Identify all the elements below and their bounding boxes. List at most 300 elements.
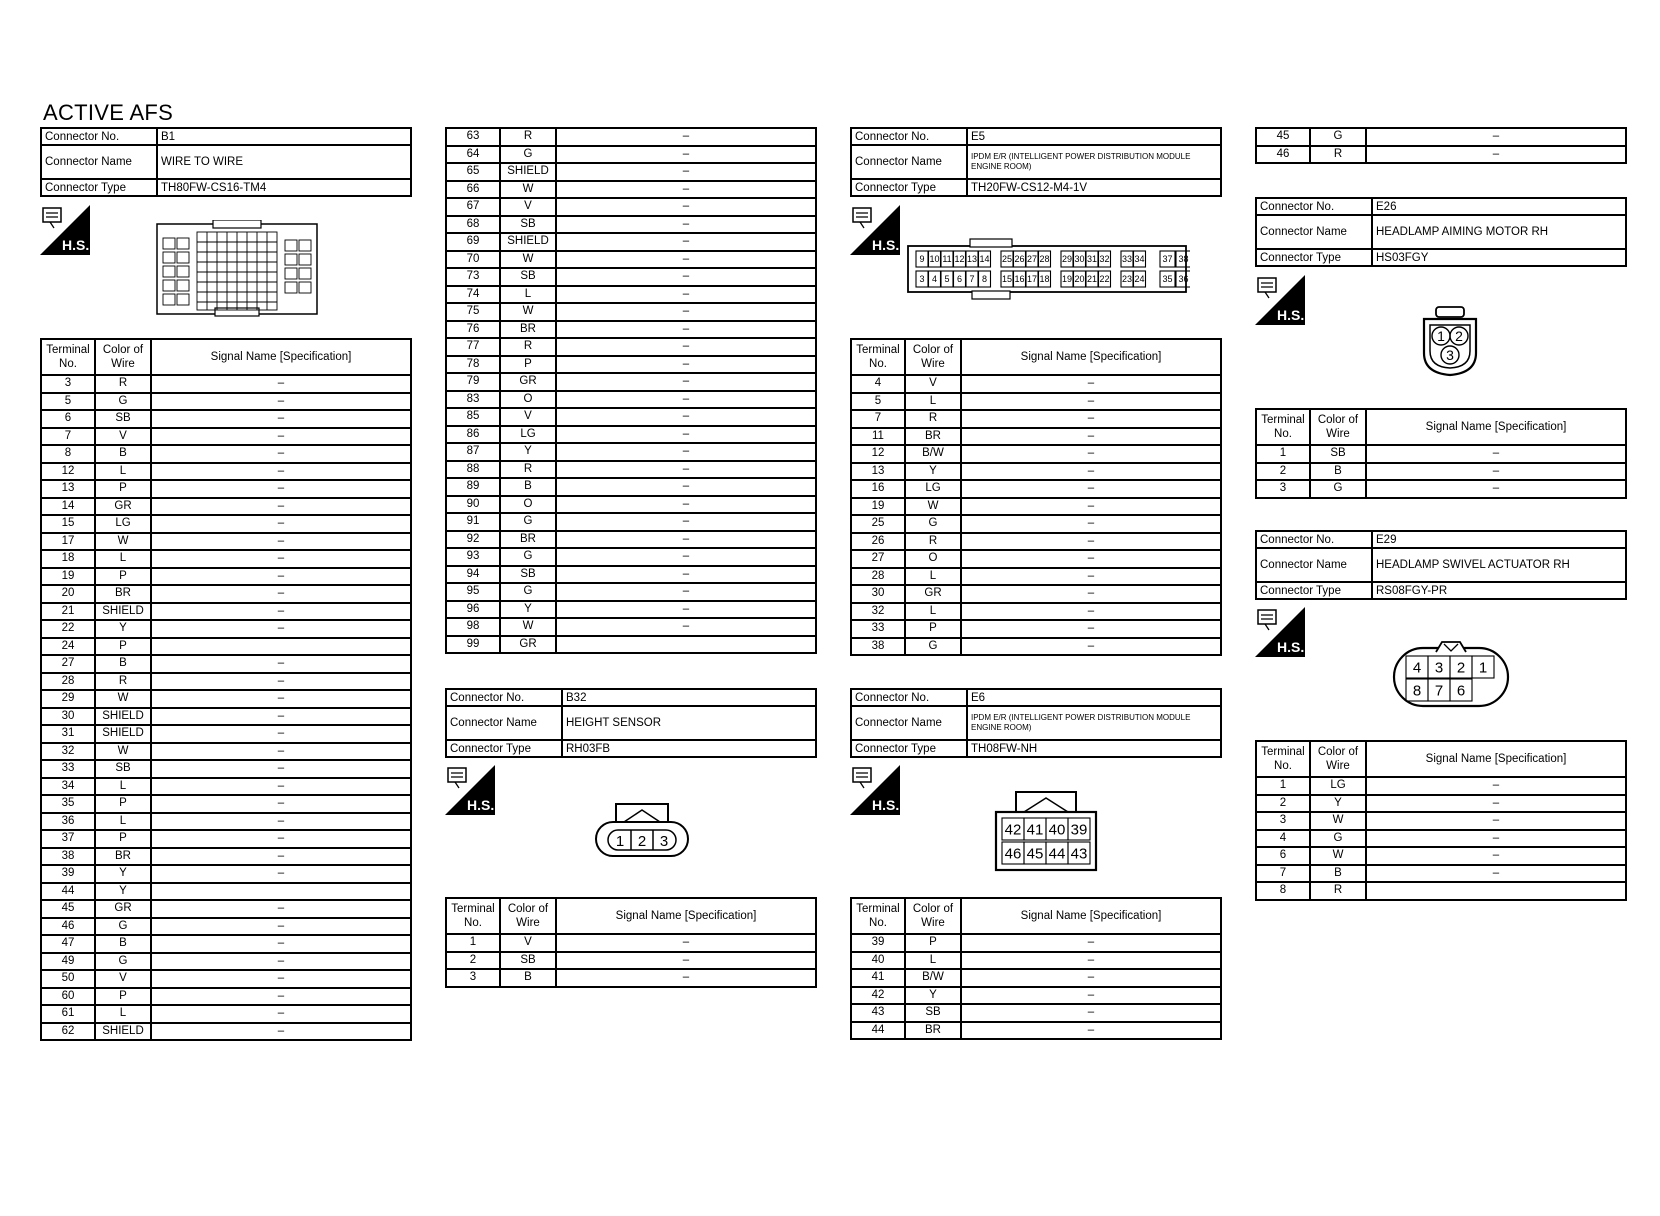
signal-name: –: [151, 708, 411, 726]
signal-name: –: [556, 251, 816, 269]
terminal-no: 16: [851, 480, 905, 498]
terminal-no-header: Terminal No.: [41, 339, 95, 375]
signal-name: –: [556, 566, 816, 584]
terminal-table-e6: [850, 897, 1222, 1040]
wire-color: W: [95, 690, 151, 708]
pin-label: 10: [929, 254, 940, 265]
wire-color: V: [95, 970, 151, 988]
table-row: [446, 601, 816, 619]
connector-e6-info: [850, 688, 1222, 758]
table-row: [1256, 882, 1626, 900]
terminal-no: 6: [41, 410, 95, 428]
connector-type-label: Connector Type: [1256, 249, 1372, 266]
wire-color: L: [905, 568, 961, 586]
table-row: [41, 463, 411, 481]
signal-name: –: [961, 620, 1221, 638]
terminal-no: 31: [41, 725, 95, 743]
pin-label: 25: [1001, 254, 1013, 265]
pin-label: 2: [637, 833, 647, 850]
wire-color: Y: [500, 443, 556, 461]
terminal-no: 90: [446, 496, 500, 514]
pin-label: 7: [1434, 682, 1444, 700]
pin-label: 24: [1134, 274, 1145, 285]
pin-label: 44: [1048, 845, 1066, 863]
table-row: [41, 935, 411, 953]
terminal-no: 44: [851, 1022, 905, 1040]
table-row: [41, 883, 411, 901]
wire-color: GR: [500, 636, 556, 654]
connector-type-value: RS08FGY-PR: [1372, 582, 1626, 599]
pin-label: 7: [969, 274, 975, 285]
signal-name: [151, 883, 411, 901]
terminal-no: 11: [851, 428, 905, 446]
terminal-no: 28: [851, 568, 905, 586]
terminal-rows-b32: [446, 934, 816, 987]
wire-color: R: [500, 338, 556, 356]
terminal-no: 27: [851, 550, 905, 568]
signal-name: –: [151, 743, 411, 761]
signal-name-header: Signal Name [Specification]: [556, 898, 816, 934]
table-row: [446, 356, 816, 374]
terminal-rows-e29: [1256, 777, 1626, 900]
wire-color: P: [95, 568, 151, 586]
terminal-no: 64: [446, 146, 500, 164]
signal-name: –: [556, 146, 816, 164]
pin-label: 21: [1086, 274, 1098, 285]
wire-color: Y: [1310, 795, 1366, 813]
signal-name: –: [151, 795, 411, 813]
table-row: [446, 268, 816, 286]
pin-label: 12: [954, 254, 965, 265]
wire-color: P: [905, 934, 961, 952]
wire-color: P: [95, 795, 151, 813]
signal-name: –: [556, 461, 816, 479]
wire-color: GR: [95, 900, 151, 918]
wire-color: P: [95, 988, 151, 1006]
signal-name: –: [556, 303, 816, 321]
signal-name: –: [151, 848, 411, 866]
wire-color: GR: [95, 498, 151, 516]
terminal-no: 22: [41, 620, 95, 638]
terminal-no: 86: [446, 426, 500, 444]
terminal-no: 99: [446, 636, 500, 654]
wire-color: R: [500, 128, 556, 146]
wire-color: R: [905, 533, 961, 551]
connector-no-label: Connector No.: [1256, 531, 1372, 548]
wire-color: G: [500, 513, 556, 531]
table-row: [851, 568, 1221, 586]
connector-e29-terminals: [1255, 740, 1627, 901]
signal-name: –: [556, 198, 816, 216]
signal-name: –: [151, 830, 411, 848]
terminal-no: 50: [41, 970, 95, 988]
pin-label: 42: [1004, 821, 1022, 839]
wire-color: Y: [905, 463, 961, 481]
terminal-no: 33: [851, 620, 905, 638]
terminal-no: 3: [41, 375, 95, 393]
terminal-table-e5-cont: [1255, 127, 1627, 164]
wire-color: Y: [95, 865, 151, 883]
terminal-no: 8: [41, 445, 95, 463]
wire-color: LG: [95, 515, 151, 533]
wire-color: SB: [1310, 445, 1366, 463]
signal-name: –: [556, 496, 816, 514]
connector-e26-face: [1418, 305, 1482, 377]
pin-label: 2: [1456, 659, 1466, 677]
signal-name-header: Signal Name [Specification]: [1366, 409, 1626, 445]
pin-label: 4: [1412, 659, 1422, 677]
connector-e5-terminals: [850, 338, 1222, 656]
terminal-no: 4: [851, 375, 905, 393]
wire-color: Y: [905, 987, 961, 1005]
signal-name: –: [1366, 777, 1626, 795]
wire-color-header: Color of Wire: [1310, 741, 1366, 777]
connector-type-value: TH08FW-NH: [967, 740, 1221, 757]
table-row: [446, 583, 816, 601]
signal-name: –: [151, 1023, 411, 1041]
terminal-no: 41: [851, 969, 905, 987]
connector-e26-terminals: [1255, 408, 1627, 499]
wire-color-header: Color of Wire: [905, 898, 961, 934]
pin-label: 19: [1061, 274, 1073, 285]
signal-name: –: [1366, 812, 1626, 830]
connector-type-value: HS03FGY: [1372, 249, 1626, 266]
signal-name: –: [1366, 830, 1626, 848]
terminal-no-header: Terminal No.: [851, 898, 905, 934]
pin-label: 5: [944, 274, 950, 285]
wire-color: V: [905, 375, 961, 393]
connector-e29-face: [1392, 638, 1512, 708]
terminal-no: 88: [446, 461, 500, 479]
terminal-rows-e6: [851, 934, 1221, 1039]
signal-name: –: [961, 952, 1221, 970]
wire-color: W: [1310, 847, 1366, 865]
terminal-no: 94: [446, 566, 500, 584]
connector-name-value: HEIGHT SENSOR: [562, 706, 816, 740]
terminal-no: 2: [446, 952, 500, 970]
wire-color: O: [500, 391, 556, 409]
table-row: [446, 216, 816, 234]
wire-color: B: [95, 935, 151, 953]
connector-no-label: Connector No.: [851, 689, 967, 706]
signal-name: –: [556, 408, 816, 426]
table-row: [41, 498, 411, 516]
signal-name: –: [1366, 463, 1626, 481]
terminal-no: 39: [851, 934, 905, 952]
table-row: [41, 743, 411, 761]
pin-label: 46: [1004, 845, 1022, 863]
terminal-no: 68: [446, 216, 500, 234]
wire-color: L: [905, 952, 961, 970]
table-row: [446, 952, 816, 970]
wire-color: SB: [500, 566, 556, 584]
harness-side-text: H.S.: [467, 797, 495, 813]
pin-label: 37: [1162, 254, 1173, 265]
table-row: [446, 566, 816, 584]
table-row: [41, 690, 411, 708]
terminal-no: 39: [41, 865, 95, 883]
terminal-no: 96: [446, 601, 500, 619]
connector-no-value: B1: [157, 128, 411, 145]
terminal-no: 15: [41, 515, 95, 533]
table-row: [1256, 463, 1626, 481]
signal-name: –: [961, 445, 1221, 463]
terminal-no: 95: [446, 583, 500, 601]
connector-e6-face: [994, 788, 1098, 872]
signal-name: –: [556, 391, 816, 409]
connector-b32-face: [594, 800, 692, 862]
signal-name: –: [1366, 146, 1626, 164]
terminal-no: 2: [1256, 463, 1310, 481]
pin-label: 18: [1039, 274, 1050, 285]
signal-name: –: [151, 953, 411, 971]
table-row: [851, 375, 1221, 393]
signal-name: –: [961, 1022, 1221, 1040]
wire-color: B: [1310, 865, 1366, 883]
signal-name: –: [556, 548, 816, 566]
harness-side-icon: [850, 765, 900, 815]
terminal-no-header: Terminal No.: [1256, 741, 1310, 777]
signal-name: –: [151, 550, 411, 568]
connector-name-value: IPDM E/R (INTELLIGENT POWER DISTRIBUTION MODULE ENGINE ROOM): [967, 706, 1221, 740]
wire-color: GR: [905, 585, 961, 603]
table-row: [851, 550, 1221, 568]
terminal-no: 49: [41, 953, 95, 971]
connector-no-label: Connector No.: [1256, 198, 1372, 215]
terminal-no: 17: [41, 533, 95, 551]
terminal-no: 77: [446, 338, 500, 356]
signal-name: –: [151, 1005, 411, 1023]
signal-name: –: [1366, 445, 1626, 463]
harness-side-text: H.S.: [62, 237, 90, 253]
table-row: [41, 393, 411, 411]
pin-label: 28: [1039, 254, 1050, 265]
table-row: [1256, 445, 1626, 463]
signal-name: –: [961, 969, 1221, 987]
signal-name-header: Signal Name [Specification]: [1366, 741, 1626, 777]
terminal-table-e5: [850, 338, 1222, 656]
connector-e26-info: [1255, 197, 1627, 267]
wire-color: B: [1310, 463, 1366, 481]
table-row: [446, 636, 816, 654]
pin-label: 1: [615, 833, 625, 850]
harness-side-text: H.S.: [1277, 307, 1305, 323]
wire-color: BR: [905, 428, 961, 446]
terminal-no: 21: [41, 603, 95, 621]
signal-name: –: [961, 463, 1221, 481]
wire-color: SB: [500, 216, 556, 234]
terminal-no: 75: [446, 303, 500, 321]
signal-name: [151, 638, 411, 656]
pin-label: 45: [1026, 845, 1044, 863]
signal-name-header: Signal Name [Specification]: [961, 339, 1221, 375]
terminal-no: 38: [41, 848, 95, 866]
connector-e5-face: [906, 238, 1190, 300]
signal-name: –: [556, 443, 816, 461]
signal-name: –: [151, 865, 411, 883]
connector-no-label: Connector No.: [41, 128, 157, 145]
signal-name: –: [961, 585, 1221, 603]
connector-type-value: TH80FW-CS16-TM4: [157, 179, 411, 196]
terminal-no: 13: [851, 463, 905, 481]
terminal-table-e26: [1255, 408, 1627, 499]
terminal-no: 35: [41, 795, 95, 813]
table-row: [41, 550, 411, 568]
signal-name: –: [151, 375, 411, 393]
signal-name: –: [961, 410, 1221, 428]
pin-label: 35: [1162, 274, 1173, 285]
connector-name-label: Connector Name: [851, 145, 967, 179]
connector-b32-info: [445, 688, 817, 758]
signal-name: –: [1366, 847, 1626, 865]
wire-color: LG: [905, 480, 961, 498]
terminal-table-b1: [40, 338, 412, 1041]
terminal-no: 30: [851, 585, 905, 603]
signal-name: –: [961, 533, 1221, 551]
signal-name: –: [556, 286, 816, 304]
table-row: [446, 391, 816, 409]
terminal-no: 30: [41, 708, 95, 726]
connector-name-label: Connector Name: [851, 706, 967, 740]
terminal-no: 42: [851, 987, 905, 1005]
table-row: [446, 321, 816, 339]
wire-color: W: [500, 303, 556, 321]
signal-name: –: [556, 426, 816, 444]
table-row: [446, 969, 816, 987]
wire-color: P: [95, 638, 151, 656]
pin-label: 3: [1434, 659, 1444, 677]
signal-name: –: [151, 428, 411, 446]
terminal-no: 27: [41, 655, 95, 673]
table-row: [1256, 146, 1626, 164]
terminal-no: 7: [851, 410, 905, 428]
terminal-no: 1: [1256, 777, 1310, 795]
terminal-no: 38: [851, 638, 905, 656]
signal-name-header: Signal Name [Specification]: [961, 898, 1221, 934]
terminal-no: 45: [1256, 128, 1310, 146]
pin-label: 14: [979, 254, 990, 265]
table-row: [851, 428, 1221, 446]
signal-name: –: [556, 268, 816, 286]
terminal-no: 91: [446, 513, 500, 531]
terminal-no: 45: [41, 900, 95, 918]
terminal-no: 62: [41, 1023, 95, 1041]
connector-e29-info: [1255, 530, 1627, 600]
signal-name: –: [1366, 795, 1626, 813]
terminal-no: 89: [446, 478, 500, 496]
table-row: [41, 848, 411, 866]
pin-label: 1: [1478, 659, 1488, 677]
terminal-no: 73: [446, 268, 500, 286]
table-row: [446, 443, 816, 461]
wire-color: W: [95, 743, 151, 761]
connector-name-value: HEADLAMP SWIVEL ACTUATOR RH: [1372, 548, 1626, 582]
pin-label: 31: [1086, 254, 1098, 265]
wire-color: Y: [95, 620, 151, 638]
table-row: [446, 513, 816, 531]
table-row: [851, 987, 1221, 1005]
wire-color: B: [500, 969, 556, 987]
wire-color: L: [500, 286, 556, 304]
wire-color: SB: [500, 268, 556, 286]
table-row: [41, 830, 411, 848]
terminal-rows-e26: [1256, 445, 1626, 498]
wire-color: SB: [500, 952, 556, 970]
terminal-no: 26: [851, 533, 905, 551]
wire-color: SB: [95, 760, 151, 778]
table-row: [41, 900, 411, 918]
signal-name: –: [151, 515, 411, 533]
connector-e5-continued: [1255, 127, 1627, 164]
wire-color: SHIELD: [95, 708, 151, 726]
wire-color: SHIELD: [95, 1023, 151, 1041]
table-row: [41, 655, 411, 673]
signal-name: –: [961, 393, 1221, 411]
connector-type-label: Connector Type: [446, 740, 562, 757]
connector-b1-face: [155, 220, 320, 318]
table-row: [446, 303, 816, 321]
wire-color: L: [95, 550, 151, 568]
terminal-no: 2: [1256, 795, 1310, 813]
terminal-no: 74: [446, 286, 500, 304]
connector-type-label: Connector Type: [1256, 582, 1372, 599]
table-row: [851, 445, 1221, 463]
signal-name: [556, 636, 816, 654]
pin-label: 17: [1026, 274, 1038, 285]
terminal-no: 3: [1256, 812, 1310, 830]
terminal-no: 6: [1256, 847, 1310, 865]
terminal-no-header: Terminal No.: [1256, 409, 1310, 445]
table-row: [41, 673, 411, 691]
signal-name: –: [151, 393, 411, 411]
terminal-no: 18: [41, 550, 95, 568]
wire-color: W: [500, 181, 556, 199]
wire-color: R: [905, 410, 961, 428]
signal-name: –: [151, 690, 411, 708]
connector-no-label: Connector No.: [851, 128, 967, 145]
wire-color: B: [95, 445, 151, 463]
table-row: [41, 568, 411, 586]
wire-color: G: [1310, 480, 1366, 498]
pin-label: 15: [1001, 274, 1013, 285]
signal-name: –: [556, 952, 816, 970]
table-row: [851, 393, 1221, 411]
terminal-rows-b1-cont: [446, 128, 816, 653]
table-row: [41, 988, 411, 1006]
table-row: [41, 918, 411, 936]
table-row: [446, 531, 816, 549]
table-row: [446, 618, 816, 636]
wire-color: O: [500, 496, 556, 514]
table-row: [41, 865, 411, 883]
connector-type-value: RH03FB: [562, 740, 816, 757]
signal-name: –: [556, 531, 816, 549]
wire-color: G: [1310, 128, 1366, 146]
signal-name: –: [151, 778, 411, 796]
wire-color: R: [500, 461, 556, 479]
terminal-no: 83: [446, 391, 500, 409]
connector-b32-terminals: [445, 897, 817, 988]
signal-name: –: [151, 673, 411, 691]
pin-label: 41: [1026, 821, 1044, 839]
connector-type-label: Connector Type: [851, 740, 967, 757]
pin-label: 23: [1121, 274, 1133, 285]
signal-name: –: [961, 515, 1221, 533]
wire-color: SB: [905, 1004, 961, 1022]
wire-color: W: [905, 498, 961, 516]
pin-label: 20: [1074, 274, 1085, 285]
terminal-table-e29: [1255, 740, 1627, 901]
